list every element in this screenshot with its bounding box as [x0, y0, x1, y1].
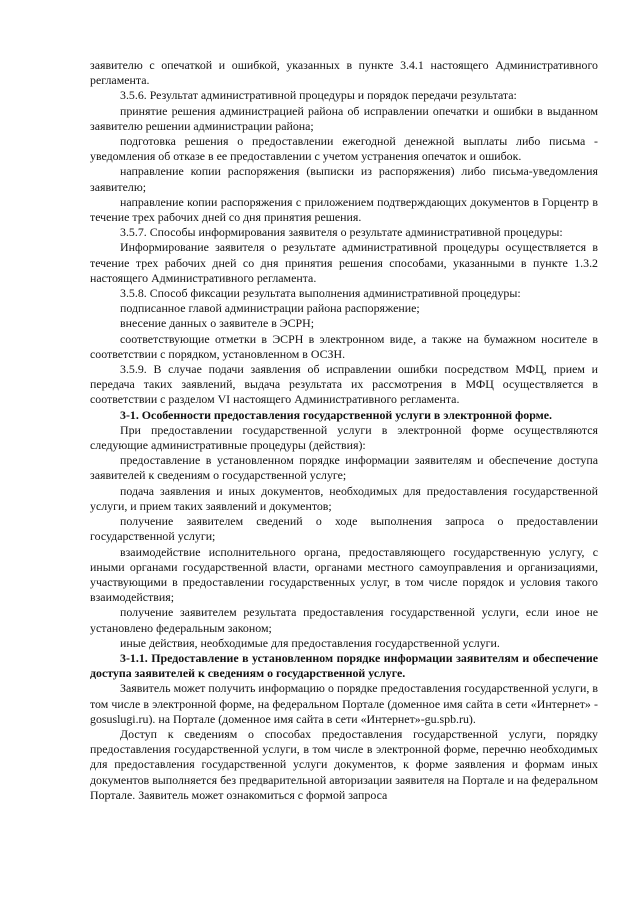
body-paragraph: Информирование заявителя о результате административной процедуры осуществляется в течение трех рабочих дней со дня принятия решения способами, указанными в пункте 1.3.2 настоящего Административного регламента. — [90, 240, 598, 285]
body-paragraph: При предоставлении государственной услуги в электронной форме осуществляются следующие административные процедуры (действия): — [90, 422, 598, 453]
body-paragraph: направление копии распоряжения с приложением подтверждающих документов в Горцентр в течение трех рабочих дней со дня принятия решения. — [90, 194, 598, 225]
body-paragraph: 3.5.8. Способ фиксации результата выполнения административной процедуры: — [120, 286, 521, 301]
body-paragraph: 3.5.9. В случае подачи заявления об исправлении ошибки посредством МФЦ, прием и передача таких заявлений, выдача результата их рассмотрения в МФЦ осуществляется в соответствии с разделом VI настоящего Административного регламента. — [90, 362, 598, 407]
document-page — [90, 58, 598, 803]
section-heading: 3-1. Особенности предоставления государственной услуги в электронной форме. — [120, 407, 553, 422]
body-paragraph: 3.5.7. Способы информирования заявителя о результате административной процедуры: — [120, 225, 563, 240]
body-paragraph: Доступ к сведениям о способах предоставления государственной услуги, порядку предоставления государственной услуги, в том числе в электронной форме, перечню необходимых для предоставления государственной услуги документов, к форме заявления и формам иных документов выполняется без предварительной авторизации заявителя на Портале и на федеральном Портале. Заявитель может ознакомиться с формой запроса — [90, 726, 598, 802]
body-paragraph: направление копии распоряжения (выписки из распоряжения) либо письма-уведомления заявителю; — [90, 164, 598, 194]
body-paragraph: принятие решения администрацией района об исправлении опечатки и ошибки в выданном заявителю решении администрации района; — [90, 103, 598, 133]
body-paragraph: Заявитель может получить информацию о порядке предоставления государственной услуги, в том числе в электронной форме, на федеральном Портале (доменное имя сайта в сети «Интернет» - gosuslugi.ru). на Портале (доменное имя сайта в сети «Интернет»-gu.spb.ru). — [90, 681, 598, 726]
body-paragraph: получение заявителем результата предоставления государственной услуги, если иное не установлено федеральным законом; — [90, 605, 598, 635]
body-paragraph: подготовка решения о предоставлении ежегодной денежной выплаты либо письма - уведомления об отказе в ее предоставлении с учетом устранения опечаток и ошибок. — [90, 134, 598, 164]
body-paragraph: предоставление в установленном порядке информации заявителям и обеспечение доступа заявителей к сведениям о государственной услуге; — [90, 453, 598, 483]
section-heading: 3-1.1. Предоставление в установленном порядке информации заявителям и обеспечение доступа заявителей к сведениям о государственной услуге. — [90, 650, 598, 681]
body-paragraph: подписанное главой администрации района распоряжение; — [120, 301, 420, 316]
body-paragraph: внесение данных о заявителе в ЭСРН; — [120, 316, 315, 331]
body-paragraph: заявителю с опечаткой и ошибкой, указанных в пункте 3.4.1 настоящего Административного регламента. — [90, 58, 598, 88]
body-paragraph: 3.5.6. Результат административной процедуры и порядок передачи результата: — [120, 88, 517, 103]
body-paragraph: иные действия, необходимые для предоставления государственной услуги. — [120, 635, 500, 650]
body-paragraph: взаимодействие исполнительного органа, предоставляющего государственную услугу, с иными органами государственной власти, органами местного самоуправления и организациями, участвующими в предоставлении государственных услуг, в том числе порядок и условия такого взаимодействия; — [90, 544, 598, 605]
body-paragraph: подача заявления и иных документов, необходимых для предоставления государственной услуги, и прием таких заявлений и документов; — [90, 483, 598, 513]
body-paragraph: получение заявителем сведений о ходе выполнения запроса о предоставлении государственной услуги; — [90, 514, 598, 544]
body-paragraph: соответствующие отметки в ЭСРН в электронном виде, а также на бумажном носителе в соответствии с порядком, установленном в ОСЗН. — [90, 331, 598, 361]
